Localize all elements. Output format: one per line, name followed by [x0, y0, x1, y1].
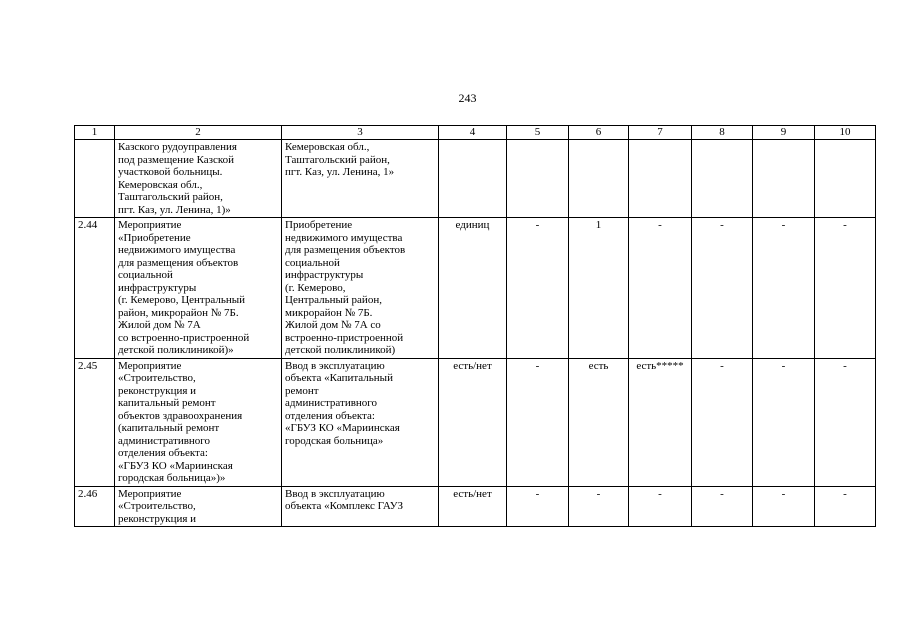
event-cell: Мероприятие «Строительство, реконструкция и капитальный ремонт объектов здравоохранения (капитальный ремонт административного отделения объекта: «ГБУЗ КО «Мариинская городская больница»)»: [115, 358, 282, 486]
event-cell: Мероприятие «Строительство, реконструкция и: [115, 486, 282, 527]
column-header: 6: [569, 126, 629, 140]
value-cell: [753, 140, 815, 218]
column-header: 5: [507, 126, 569, 140]
event-cell: Казского рудоуправления под размещение Казской участковой больницы. Кемеровская обл., Таштагольский район, пгт. Каз, ул. Ленина, 1)»: [115, 140, 282, 218]
value-cell: -: [753, 486, 815, 527]
value-cell: -: [629, 218, 692, 359]
page-number: 243: [458, 91, 477, 105]
indicator-cell: Приобретение недвижимого имущества для размещения объектов социальной инфраструктуры (г. Кемерово, Центральный район, микрорайон № 7Б. Жилой дом № 7А со встроенно-пристроенной детской поликлиникой): [282, 218, 439, 359]
value-cell: -: [692, 486, 753, 527]
row-number: 2.45: [75, 358, 115, 486]
row-number: 2.44: [75, 218, 115, 359]
value-cell: [507, 140, 569, 218]
value-cell: -: [692, 218, 753, 359]
value-cell: -: [629, 486, 692, 527]
table-row: [75, 140, 876, 218]
value-cell: есть: [569, 358, 629, 486]
indicator-cell: Ввод в эксплуатацию объекта «Капитальный ремонт административного отделения объекта: «ГБУЗ КО «Мариинская городская больница»: [282, 358, 439, 486]
column-header: 7: [629, 126, 692, 140]
column-header: 3: [282, 126, 439, 140]
column-header: 1: [75, 126, 115, 140]
value-cell: -: [753, 218, 815, 359]
table-row: [75, 358, 876, 486]
unit-cell: есть/нет: [439, 358, 507, 486]
value-cell: -: [815, 218, 876, 359]
indicator-cell: Ввод в эксплуатацию объекта «Комплекс ГАУЗ: [282, 486, 439, 527]
value-cell: -: [507, 486, 569, 527]
value-cell: есть*****: [629, 358, 692, 486]
table-row: [75, 486, 876, 527]
unit-cell: [439, 140, 507, 218]
indicator-cell: Кемеровская обл., Таштагольский район, пгт. Каз, ул. Ленина, 1»: [282, 140, 439, 218]
row-number: [75, 140, 115, 218]
column-header: 10: [815, 126, 876, 140]
unit-cell: единиц: [439, 218, 507, 359]
value-cell: 1: [569, 218, 629, 359]
value-cell: -: [507, 218, 569, 359]
value-cell: -: [692, 358, 753, 486]
column-header: 8: [692, 126, 753, 140]
value-cell: -: [569, 486, 629, 527]
value-cell: -: [507, 358, 569, 486]
value-cell: [815, 140, 876, 218]
column-header: 2: [115, 126, 282, 140]
value-cell: [569, 140, 629, 218]
value-cell: -: [815, 358, 876, 486]
event-cell: Мероприятие «Приобретение недвижимого имущества для размещения объектов социальной инфраструктуры (г. Кемерово, Центральный район, микрорайон № 7Б. Жилой дом № 7А со встроенно-пристроенной детской поликлиникой)»: [115, 218, 282, 359]
column-header: 4: [439, 126, 507, 140]
unit-cell: есть/нет: [439, 486, 507, 527]
row-number: 2.46: [75, 486, 115, 527]
table-row: [75, 218, 876, 359]
value-cell: [692, 140, 753, 218]
value-cell: [629, 140, 692, 218]
value-cell: -: [753, 358, 815, 486]
column-header: 9: [753, 126, 815, 140]
measures-table: [74, 125, 876, 527]
value-cell: -: [815, 486, 876, 527]
column-number-row: [75, 126, 876, 140]
